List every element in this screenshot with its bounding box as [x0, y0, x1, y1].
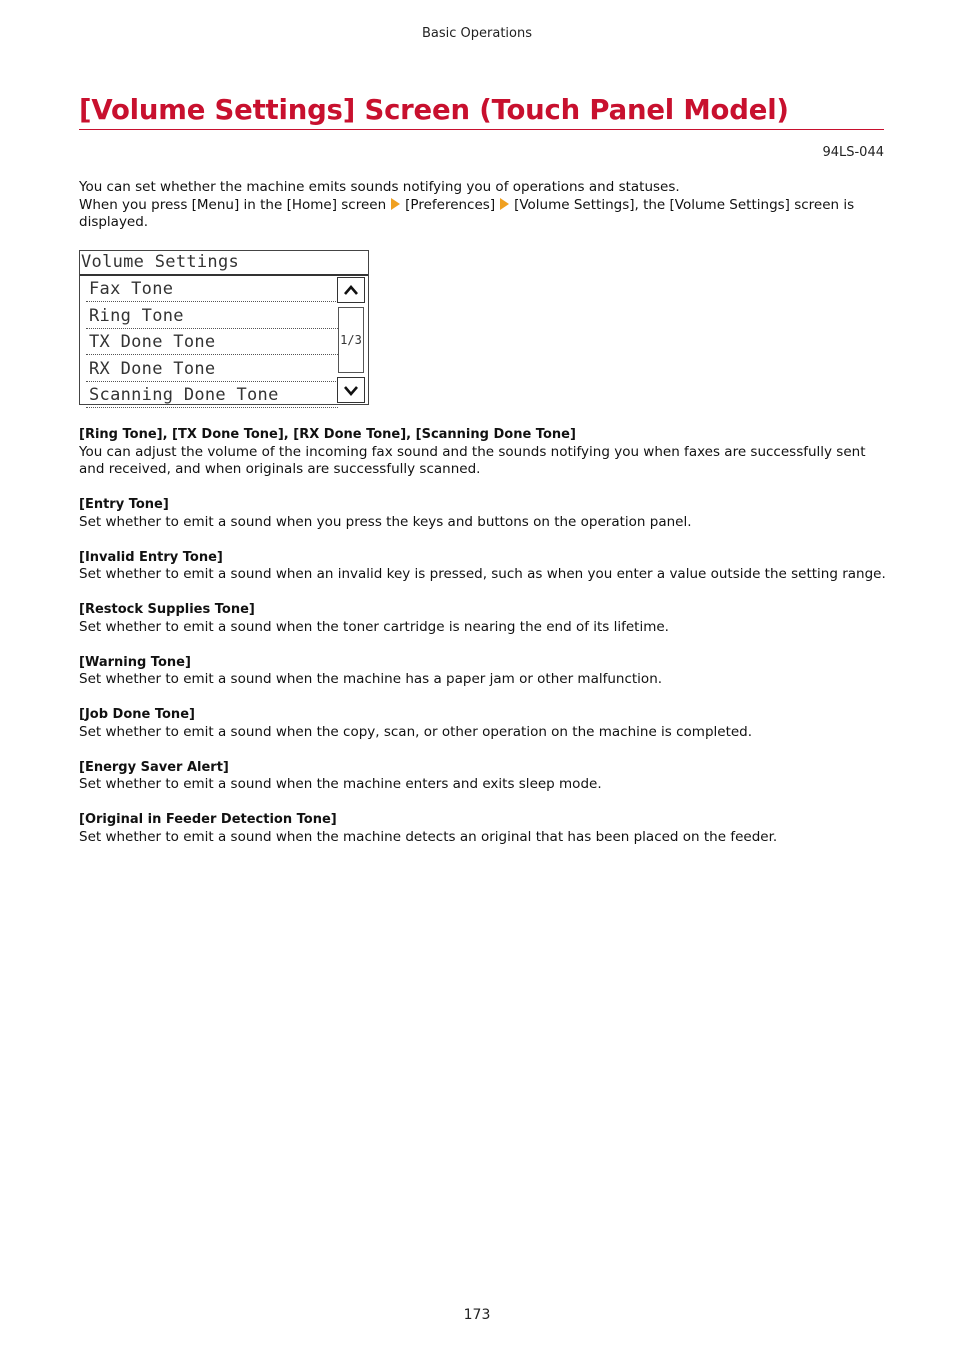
list-item-tx-done-tone[interactable]: TX Done Tone [86, 330, 338, 355]
running-head: Basic Operations [421, 26, 533, 41]
definition-description: Set whether to emit a sound when the toner cartridge is nearing the end of its lifetime. [79, 618, 669, 635]
definition-term: [Job Done Tone] [79, 707, 195, 722]
arrow-right-icon [391, 198, 400, 210]
definition-term: [Ring Tone], [TX Done Tone], [RX Done Tone], [Scanning Done Tone] [79, 427, 576, 442]
list-item-scanning-done-tone[interactable]: Scanning Done Tone [86, 383, 338, 408]
page-number: 173 [463, 1307, 491, 1323]
page-indicator: 1/3 [338, 307, 364, 373]
definition-item [79, 549, 889, 584]
definition-item [79, 496, 889, 531]
list-item-ring-tone[interactable]: Ring Tone [86, 304, 338, 329]
intro [79, 179, 879, 232]
page-title: [Volume Settings] Screen (Touch Panel Model) [79, 94, 884, 130]
definition-description: Set whether to emit a sound when the machine enters and exits sleep mode. [79, 776, 602, 792]
definition-item [79, 706, 889, 741]
settings-list [86, 277, 338, 410]
screen-title: Volume Settings [80, 251, 368, 276]
definition-description: Set whether to emit a sound when an invalid key is pressed, such as when you enter a value outside the setting range. [79, 566, 886, 582]
definition-term: [Invalid Entry Tone] [79, 549, 223, 565]
document-id: 94LS-044 [822, 145, 884, 160]
chevron-up-icon [343, 284, 359, 296]
definition-description: Set whether to emit a sound when you press the keys and buttons on the operation panel. [79, 513, 692, 530]
definition-description: Set whether to emit a sound when the copy, scan, or other operation on the machine is completed. [79, 723, 753, 740]
list-item-rx-done-tone[interactable]: RX Done Tone [86, 357, 338, 382]
definition-description: Set whether to emit a sound when the machine has a paper jam or other malfunction. [79, 671, 663, 687]
intro-text-2: [Preferences] [405, 196, 496, 213]
chevron-down-icon [343, 384, 359, 396]
scroll-up-button[interactable] [337, 277, 365, 303]
intro-text-1: When you press [Menu] in the [Home] screen [79, 196, 387, 213]
intro-line-2 [79, 197, 879, 232]
definition-item [79, 759, 889, 794]
arrow-right-icon [500, 198, 509, 210]
definition-term: [Original in Feeder Detection Tone] [79, 812, 337, 827]
definitions-list [79, 426, 889, 864]
volume-settings-screen [79, 250, 369, 405]
definition-term: [Restock Supplies Tone] [79, 602, 255, 617]
definition-term: [Warning Tone] [79, 654, 191, 670]
definition-term: [Energy Saver Alert] [79, 759, 229, 775]
definition-item [79, 811, 889, 846]
intro-text-3: [Volume Settings], the [Volume Settings] screen is displayed. [79, 196, 855, 230]
scroll-controls [337, 277, 367, 403]
intro-line-1: You can set whether the machine emits sounds notifying you of operations and statuses. [79, 179, 680, 195]
definition-description: You can adjust the volume of the incoming fax sound and the sounds notifying you when faxes are successfully sent and received, and when originals are successfully scanned. [79, 443, 866, 477]
definition-term: [Entry Tone] [79, 497, 169, 512]
definition-item [79, 654, 889, 689]
definition-description: Set whether to emit a sound when the machine detects an original that has been placed on the feeder. [79, 828, 778, 845]
list-item-fax-tone[interactable]: Fax Tone [86, 277, 338, 302]
definition-item [79, 601, 889, 636]
definition-item [79, 426, 889, 479]
scroll-down-button[interactable] [337, 377, 365, 403]
